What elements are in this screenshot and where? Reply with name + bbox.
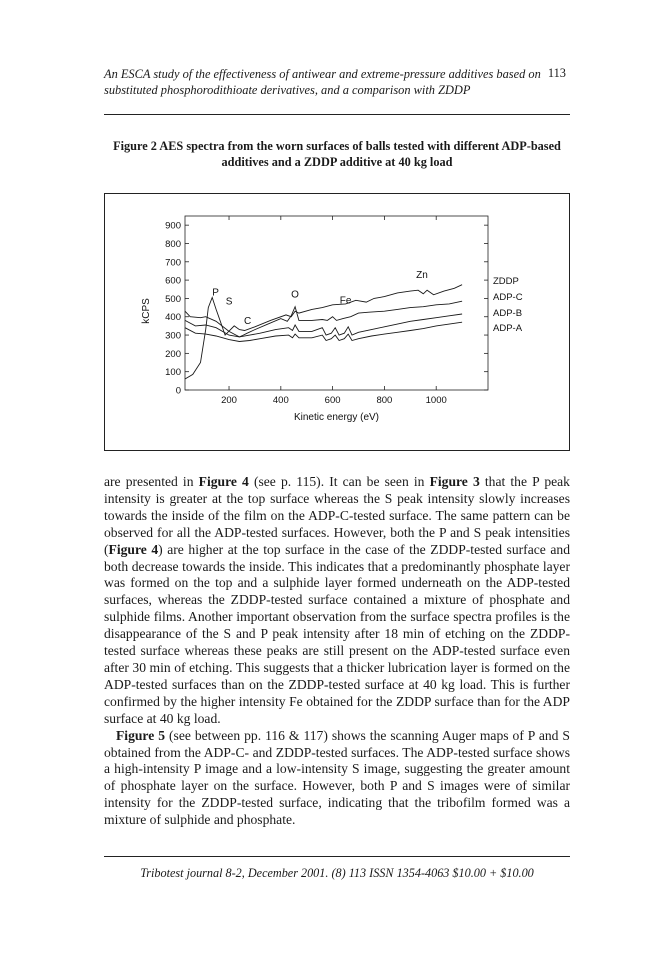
series-line-adp-a — [185, 322, 462, 341]
x-tick-label: 600 — [324, 395, 341, 406]
y-tick-label: 900 — [165, 220, 181, 232]
figure-caption-line-2: additives and a ZDDP additive at 40 kg load — [221, 155, 453, 169]
y-axis-label: kCPS — [141, 298, 152, 324]
body-text — [104, 474, 570, 829]
figure-ref-4: Figure 4 — [198, 474, 249, 489]
peak-label-p: P — [212, 287, 219, 299]
peak-label-s: S — [225, 296, 233, 308]
peak-label-c: C — [244, 315, 252, 327]
running-title-line-1: An ESCA study of the effectiveness of antiwear and extreme-pressure additives based on — [104, 67, 541, 81]
figure-ref-3: Figure 3 — [429, 474, 480, 489]
paragraph-1-part-a: are presented in — [104, 474, 199, 489]
y-tick-label: 600 — [165, 275, 181, 287]
legend-label-adp-b: ADP-B — [493, 308, 523, 319]
y-tick-label: 700 — [165, 257, 181, 269]
figure-caption-line-1: Figure 2 AES spectra from the worn surfaces of balls tested with different ADP-based — [113, 139, 561, 153]
y-tick-label: 100 — [165, 367, 181, 379]
x-axis-label: Kinetic energy (eV) — [293, 412, 380, 423]
paragraph-1-part-b: (see p. 115). It can be seen in — [248, 474, 430, 489]
running-head — [104, 66, 566, 98]
peak-label-zn: Zn — [416, 270, 428, 282]
figure-caption — [104, 138, 570, 170]
legend-label-zddp: ZDDP — [493, 276, 519, 287]
y-tick-label: 300 — [165, 330, 181, 342]
running-title — [104, 66, 566, 98]
y-tick-label: 400 — [165, 312, 181, 324]
paragraph-2 — [104, 728, 570, 829]
paragraph-1-part-c: that the P peak intensity is greater at the top surface whereas the S peak intensity slowly increases towards the inside of the film on the ADP-C-tested surface. The same pattern can be observed for all the ADP-tested surfaces. However, both the P and S peak intensities ( — [104, 474, 570, 557]
paragraph-1 — [104, 474, 570, 728]
y-tick-label: 0 — [175, 385, 181, 397]
page-number: 113 — [547, 66, 566, 80]
figure-ref-4b: Figure 4 — [108, 541, 159, 557]
x-tick-label: 800 — [376, 395, 393, 406]
figure-ref-5: Figure 5 — [116, 727, 166, 743]
header-rule — [104, 114, 570, 115]
footer-citation: Tribotest journal 8-2, December 2001. (8) 113 ISSN 1354-4063 $10.00 + $10.00 — [140, 866, 534, 880]
figure-frame — [104, 193, 570, 451]
peak-label-o: O — [291, 289, 299, 301]
y-tick-label: 500 — [165, 293, 181, 305]
x-tick-label: 400 — [272, 395, 289, 406]
paragraph-2-text: (see between pp. 116 & 117) shows the scanning Auger maps of P and S obtained from the ADP-C- and ZDDP-tested surfaces. The ADP-tested surface shows a high-intensity P image and a low-intensity S image, suggesting the greater amount of phosphate layer on the surface. However, both P and S images were of similar intensity for the ZDDP-tested surface, indicating that the tribofilm formed was a mixture of sulphide and phosphate. — [104, 727, 570, 828]
legend-label-adp-c: ADP-C — [493, 292, 523, 303]
y-tick-label: 800 — [165, 238, 181, 250]
footer-rule — [104, 856, 570, 857]
peak-label-fe: Fe — [339, 295, 352, 307]
x-tick-label: 200 — [221, 395, 237, 406]
series-line-adp-b — [185, 314, 462, 337]
x-tick-label: 1000 — [425, 395, 447, 406]
y-tick-label: 200 — [165, 348, 181, 360]
running-title-line-2: substituted phosphorodithioate derivatives, and a comparison with ZDDP — [104, 83, 471, 97]
paragraph-1-part-d: ) are higher at the top surface in the case of the ZDDP-tested surface and both decrease towards the inside. This indicates that a predominantly phosphate layer was formed on the top and a sulphide layer formed underneath on the ADP-tested surfaces, whereas the ZDDP-tested surface contained a mixture of phosphate and sulphide films. Another important observation from the surface spectra profiles is the disappearance of the S and P peak intensity after 18 min of etching on the ZDDP-tested surface whereas these peaks are still present on the ADP-tested surface even after 30 min of etching. This suggests that a thicker lubrication layer is formed on the ADP-tested surfaces than on the ZDDP-tested surface at 40 kg load. This is further confirmed by the higher intensity Fe obtained for the ZDDP surface than for the ADP surface at 40 kg load. — [104, 541, 570, 726]
aes-spectra-chart — [105, 194, 569, 450]
legend-label-adp-a: ADP-A — [493, 323, 523, 334]
